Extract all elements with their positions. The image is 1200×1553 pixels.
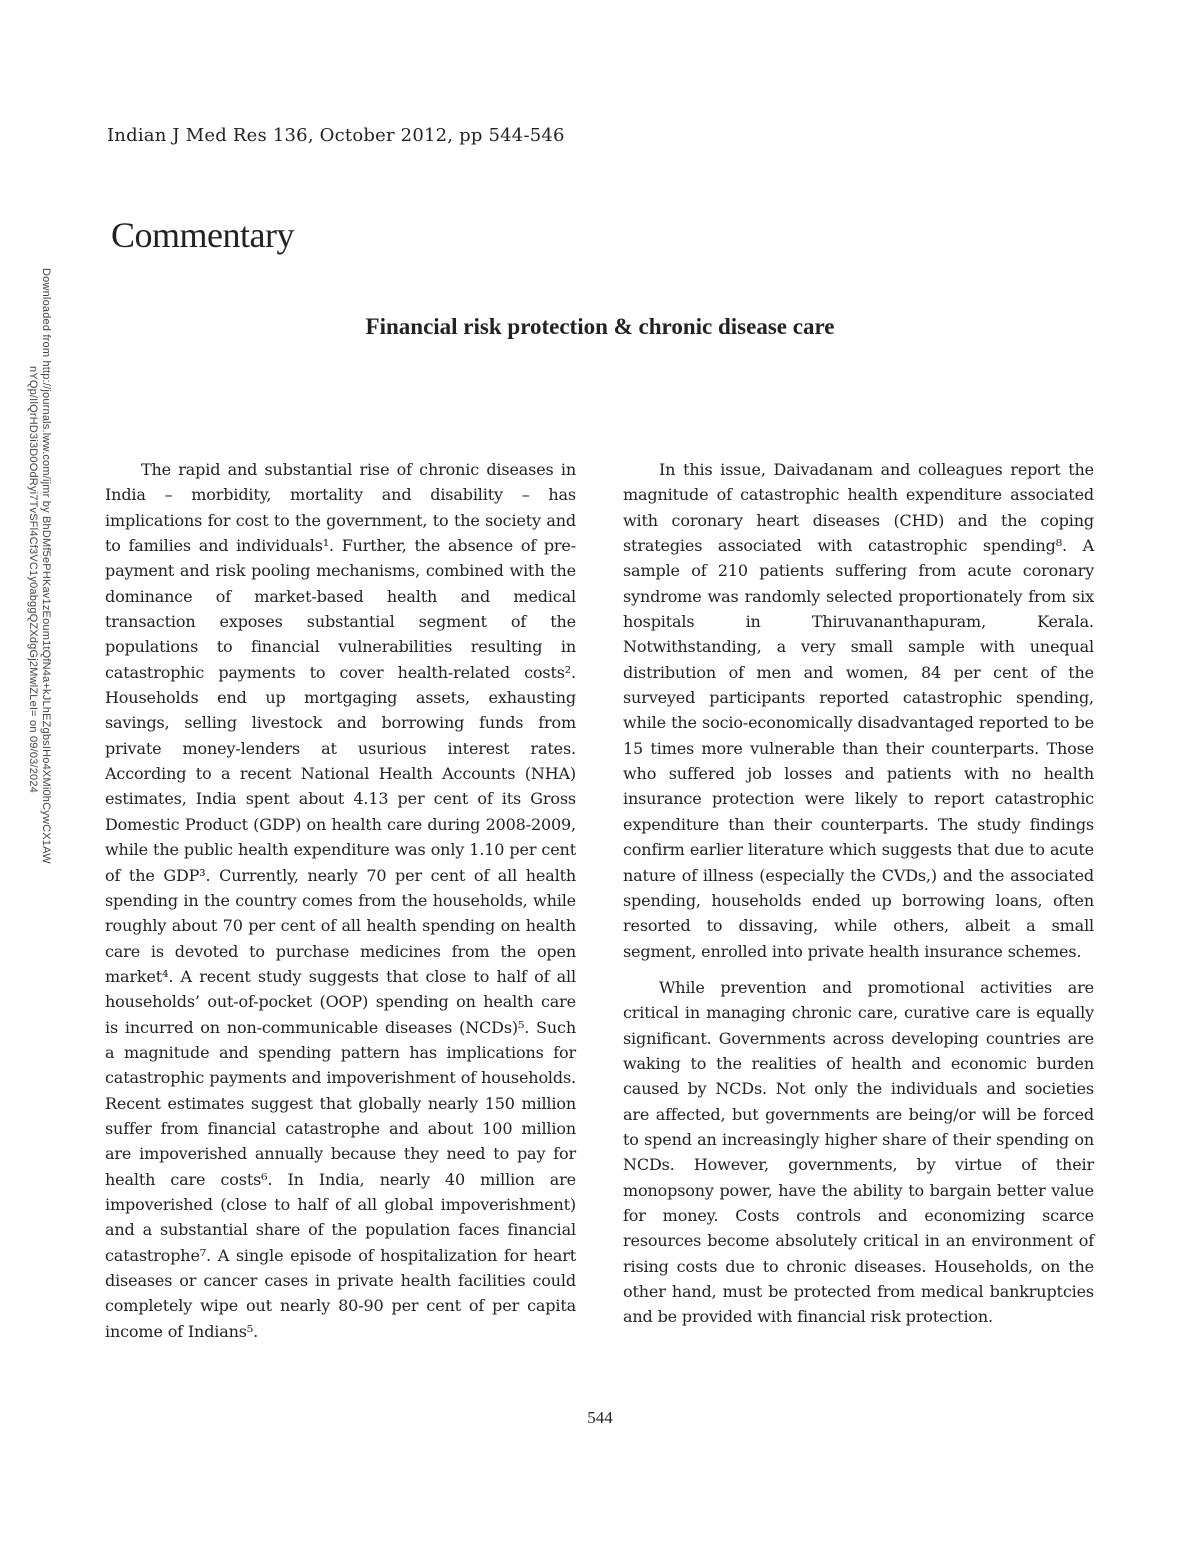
- section-label: Commentary: [111, 215, 294, 255]
- paragraph: In this issue, Daivadanam and colleagues report the magnitude of catastrophic health expenditure associated with coronary heart diseases (CHD) and the coping strategies associated with catastrophic spending⁸. A sample of 210 patients suffering from acute coronary syndrome was randomly selected proportionately from six hospitals in Thiruvananthapuram, Kerala. Notwithstanding, a very small sample with unequal distribution of men and women, 84 per cent of the surveyed participants reported catastrophic spending, while the socio-economically disadvantaged reported to be 15 times more vulnerable than their counterparts. Those who suffered job losses and patients with no health insurance protection were likely to report catastrophic expenditure than their counterparts. The study findings confirm earlier literature which suggests that due to acute nature of illness (especially the CVDs,) and the associated spending, households ended up borrowing loans, often resorted to dissaving, while others, albeit a small segment, enrolled into private health insurance schemes.: [623, 460, 1094, 961]
- paragraph: The rapid and substantial rise of chronic diseases in India – morbidity, mortality and disability – has implications for cost to the government, to the society and to families and individuals¹. Further, the absence of pre-payment and risk pooling mechanisms, combined with the dominance of market-based health and medical transaction exposes substantial segment of the populations to financial vulnerabilities resulting in catastrophic payments to cover health-related costs². Households end up mortgaging assets, exhausting savings, selling livestock and borrowing funds from private money-lenders at usurious interest rates. According to a recent National Health Accounts (NHA) estimates, India spent about 4.13 per cent of its Gross Domestic Product (GDP) on health care during 2008-2009, while the public health expenditure was only 1.10 per cent of the GDP³. Currently, nearly 70 per cent of all health spending in the country comes from the households, while roughly about 70 per cent of all health spending on health care is devoted to purchase medicines from the open market⁴. A recent study suggests that close to half of all households’ out-of-pocket (OOP) spending on health care is incurred on non-communicable diseases (NCDs)⁵. Such a magnitude and spending pattern has implications for catastrophic payments and impoverishment of households. Recent estimates suggest that globally nearly 150 million suffer from financial catastrophe and about 100 million are impoverished annually because they need to pay for health care costs⁶. In India, nearly 40 million are impoverished (close to half of all global impoverishment) and a substantial share of the population faces financial catastrophe⁷. A single episode of hospitalization for heart diseases or cancer cases in private health facilities could completely wipe out nearly 80-90 per cent of per capita income of Indians⁵.: [105, 460, 576, 1341]
- journal-reference: Indian J Med Res 136, October 2012, pp 544-546: [107, 125, 565, 146]
- download-note-line-2: nYQp/IlQrHD3i3D0OdRyi7TvSFl4Cf3VC1y0abggQZXdgGj2MwlZLeI= on 09/03/2024: [27, 366, 39, 794]
- page-number: 544: [587, 1408, 613, 1427]
- right-column: [623, 457, 1094, 1341]
- left-column: [105, 457, 576, 1355]
- article-title: Financial risk protection & chronic disease care: [365, 314, 835, 339]
- paragraph: While prevention and promotional activities are critical in managing chronic care, curative care is equally significant. Governments across developing countries are waking to the realities of health and economic burden caused by NCDs. Not only the individuals and societies are affected, but governments are being/or will be forced to spend an increasingly higher share of their spending on NCDs. However, governments, by virtue of their monopsony power, have the ability to bargain better value for money. Costs controls and economizing scarce resources become absolutely critical in an environment of rising costs due to chronic diseases. Households, on the other hand, must be protected from medical bankruptcies and be provided with financial risk protection.: [623, 977, 1094, 1327]
- download-note-line-1: Downloaded from http://journals.lww.com/ijmr by BhDMf5ePHKav1zEoum1tQfN4a+kJLhEZgbsIHo4XMi0hCywCX1AW: [40, 268, 52, 864]
